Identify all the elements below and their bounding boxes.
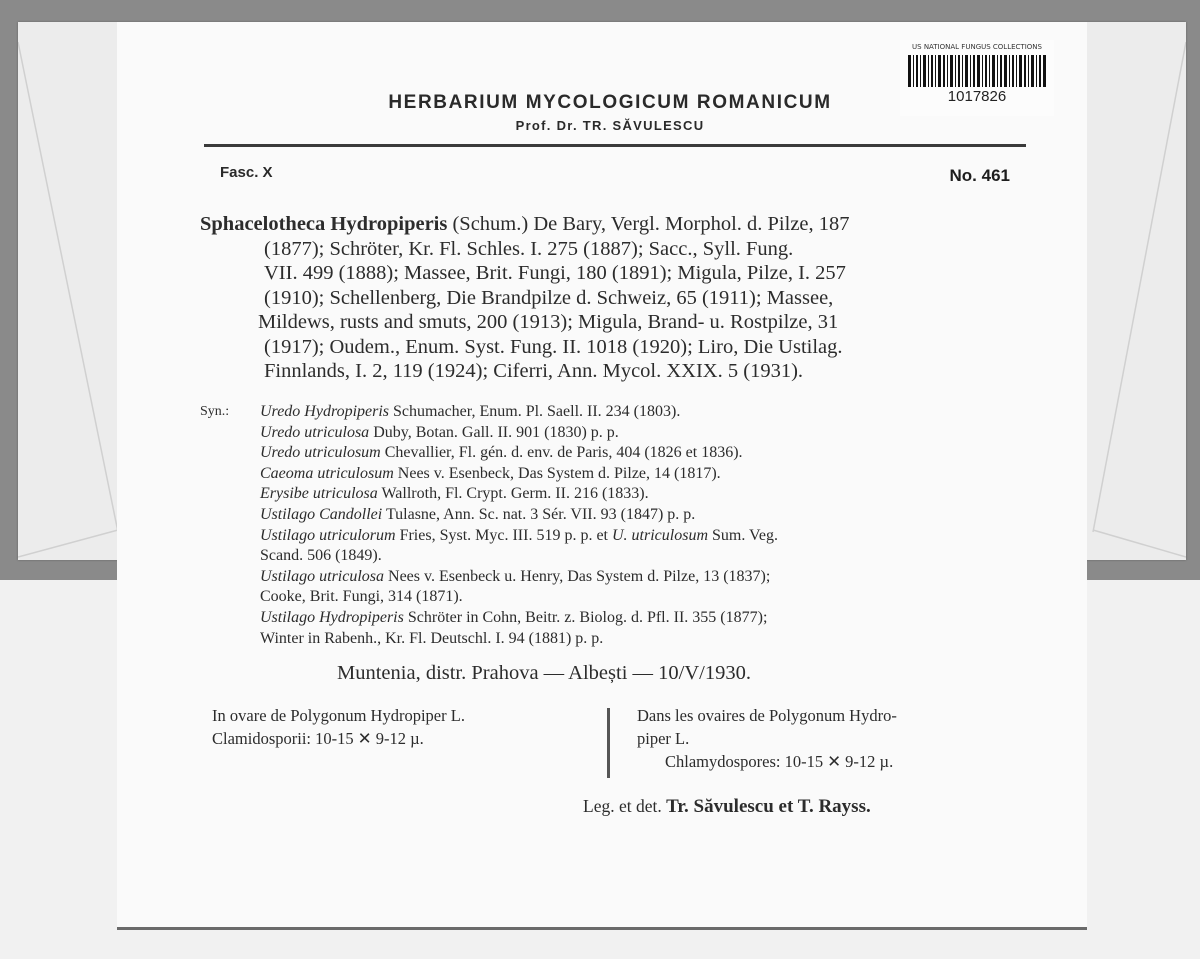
- synonym-ref: Fries, Syst. Myc. III. 519 p. p. et: [395, 526, 612, 544]
- synonym-ref: Schumacher, Enum. Pl. Saell. II. 234 (1803).: [389, 403, 681, 420]
- herbarium-director: Prof. Dr. TR. SĂVULESCU: [515, 118, 705, 133]
- herbarium-title: HERBARIUM MYCOLOGICUM ROMANICUM: [388, 92, 832, 113]
- synonym-ref: Winter in Rabenh., Kr. Fl. Deutschl. I. 94 (1881) p. p.: [260, 629, 604, 647]
- synonym-list: [200, 402, 1040, 649]
- synonym-name: Ustilago utriculorum: [260, 526, 396, 544]
- spore-size-line: Clamidosporii: 10-15 ✕ 9-12 µ.: [212, 729, 424, 748]
- barcode-caption: US NATIONAL FUNGUS COLLECTIONS: [912, 43, 1042, 51]
- fascicle-label: Fasc. X: [220, 164, 273, 181]
- synonym-name: Ustilago utriculosa: [260, 567, 385, 585]
- host-french: [637, 704, 897, 773]
- synonym-name: Ustilago Hydropiperis: [260, 608, 404, 626]
- synonym-ref: Schröter in Cohn, Beitr. z. Biolog. d. Pfl. II. 355 (1877);: [403, 608, 768, 626]
- citation-line: (Schum.) De Bary, Vergl. Morphol. d. Pilze, 187: [447, 213, 850, 235]
- citation-line: Mildews, rusts and smuts, 200 (1913); Migula, Brand- u. Rostpilze, 31: [258, 311, 839, 333]
- synonym-name: Caeoma utriculosum: [260, 464, 394, 482]
- synonym-name: U. utriculosum: [612, 526, 708, 544]
- specimen-number: No. 461: [949, 166, 1010, 185]
- synonym-name: Erysibe utriculosa: [260, 485, 378, 503]
- citation-line: (1910); Schellenberg, Die Brandpilze d. Schweiz, 65 (1911); Massee,: [264, 286, 834, 309]
- collectors-line: [583, 796, 871, 818]
- header-rule: [204, 144, 1026, 147]
- synonym-ref: Nees v. Esenbeck, Das System d. Pilze, 14 (1817).: [393, 464, 721, 482]
- synonym-name: Uredo utriculosa: [260, 423, 370, 441]
- synonym-ref: Cooke, Brit. Fungi, 314 (1871).: [260, 588, 463, 606]
- barcode-number: 1017826: [947, 88, 1007, 105]
- synonym-ref: Sum. Veg.: [708, 526, 778, 544]
- synonym-ref: Nees v. Esenbeck u. Henry, Das System d. Pilze, 13 (1837);: [384, 567, 771, 585]
- citation-line: VII. 499 (1888); Massee, Brit. Fungi, 180 (1891); Migula, Pilze, I. 257: [264, 262, 846, 284]
- species-citation: [200, 212, 1030, 384]
- host-line: piper L.: [637, 729, 690, 748]
- synonym-ref: Wallroth, Fl. Crypt. Germ. II. 216 (1833).: [377, 485, 649, 503]
- host-line: In ovare de Polygonum Hydropiper L.: [212, 706, 465, 725]
- host-romanian: [212, 704, 465, 750]
- synonym-name: Ustilago Candollei: [260, 505, 383, 523]
- synonym-ref: Duby, Botan. Gall. II. 901 (1830) p. p.: [369, 423, 619, 441]
- column-divider: [607, 708, 610, 778]
- synonym-name: Uredo Hydropiperis: [260, 403, 390, 420]
- synonym-ref: Scand. 506 (1849).: [260, 547, 382, 565]
- species-name: Sphacelotheca Hydropiperis: [200, 213, 448, 235]
- collectors-prefix: Leg. et det.: [583, 796, 667, 816]
- host-line: Dans les ovaires de Polygonum Hydro-: [637, 706, 897, 725]
- citation-line: (1877); Schröter, Kr. Fl. Schles. I. 275 (1887); Sacc., Syll. Fung.: [264, 237, 794, 260]
- barcode-icon: [908, 55, 1046, 87]
- collection-locality: Muntenia, distr. Prahova — Albești — 10/V/1930.: [337, 662, 751, 684]
- citation-line: (1917); Oudem., Enum. Syst. Fung. II. 1018 (1920); Liro, Die Ustilag.: [264, 335, 843, 358]
- barcode-sticker: [900, 40, 1054, 116]
- synonym-ref: Chevallier, Fl. gén. d. env. de Paris, 404 (1826 et 1836).: [380, 444, 743, 462]
- spore-size-line: Chlamydospores: 10-15 ✕ 9-12 µ.: [665, 752, 894, 771]
- citation-line: Finnlands, I. 2, 119 (1924); Ciferri, Ann. Mycol. XXIX. 5 (1931).: [264, 360, 804, 382]
- synonym-label: Syn.:: [200, 404, 230, 419]
- synonym-name: Uredo utriculosum: [260, 444, 381, 462]
- collectors-names: Tr. Săvulescu et T. Rayss.: [666, 796, 871, 817]
- synonym-ref: Tulasne, Ann. Sc. nat. 3 Sér. VII. 93 (1847) p. p.: [382, 505, 696, 523]
